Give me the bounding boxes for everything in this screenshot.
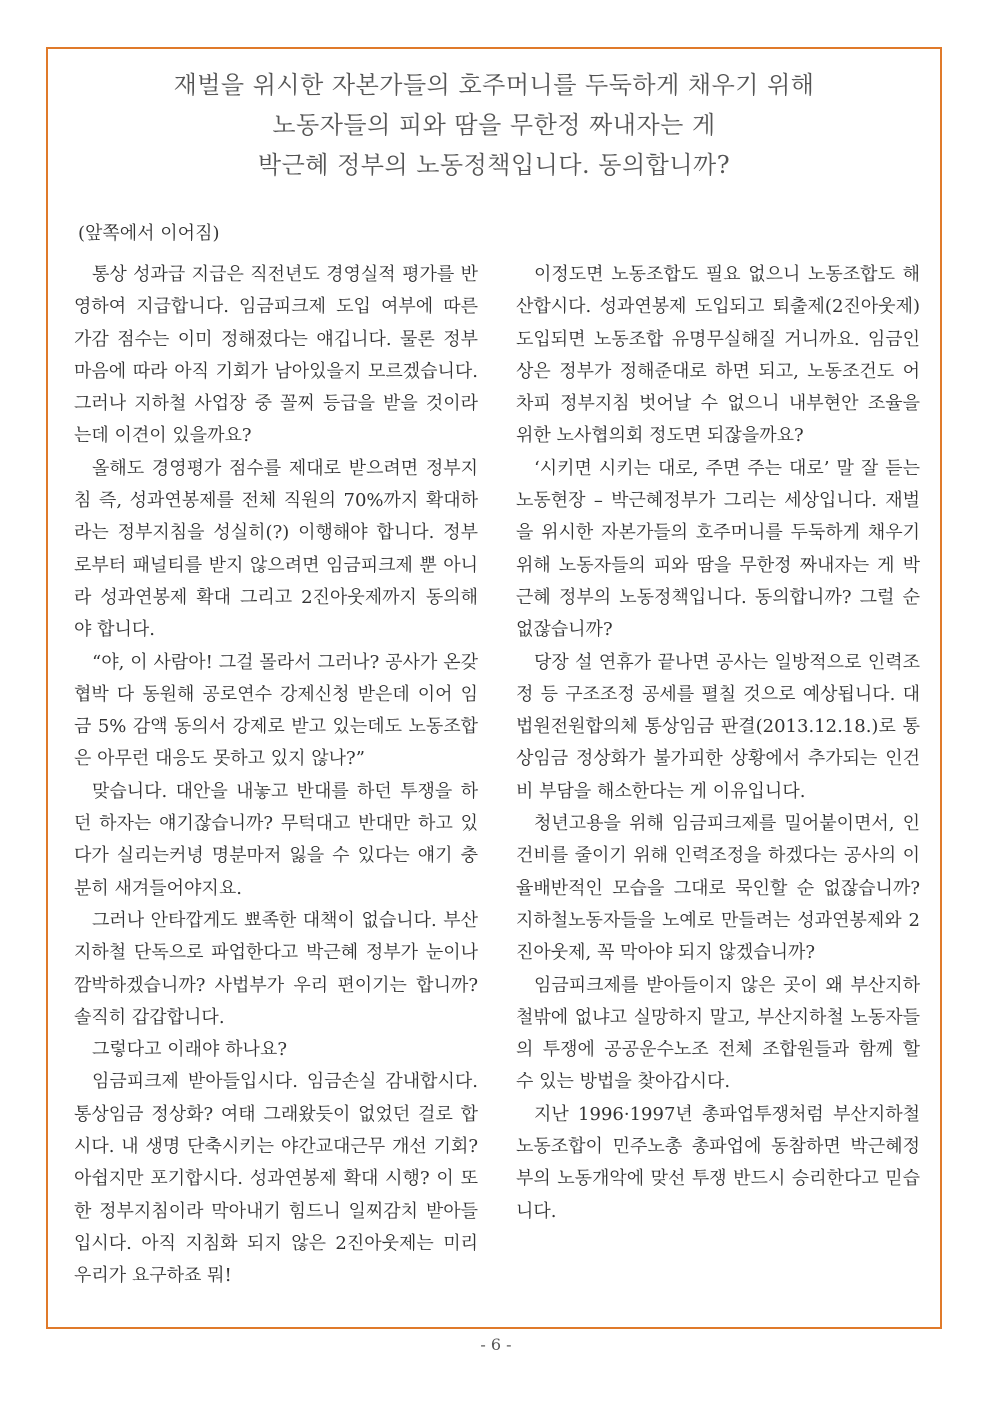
- paragraph: 당장 설 연휴가 끝나면 공사는 일방적으로 인력조정 등 구조조정 공세를 펼칠 것으로 예상됩니다. 대법원전원합의체 통상임금 판결(2013.12.18.)로 통상임금 정상화가 불가피한 상황에서 추가되는 인건비 부담을 해소한다는 게 이유입니다.: [516, 651, 920, 802]
- paragraph: 그렇다고 이래야 하나요?: [92, 1039, 287, 1061]
- page-number: - 6 -: [480, 1335, 512, 1354]
- paragraph: 이정도면 노동조합도 필요 없으니 노동조합도 해산합시다. 성과연봉제 도입되고 퇴출제(2진아웃제) 도입되면 노동조합 유명무실해질 거니까요. 임금인상은 정부가 정해준대로 하면 되고, 노동조건도 어차피 정부지침 벗어날 수 없으니 내부현안 조율을 위한 노사협의회 정도면 되잖을까요?: [516, 264, 920, 447]
- paragraph: 맞습니다. 대안을 내놓고 반대를 하던 투쟁을 하던 하자는 얘기잖습니까? 무턱대고 반대만 하고 있다가 실리는커녕 명분마저 잃을 수 있다는 얘기 충분히 새겨들어야지요.: [74, 780, 478, 899]
- left-column: [74, 259, 478, 1293]
- right-column: [516, 259, 920, 1228]
- paragraph: 통상 성과급 지급은 직전년도 경영실적 평가를 반영하여 지급합니다. 임금피크제 도입 여부에 따른 가감 점수는 이미 정해졌다는 얘깁니다. 물론 정부 마음에 따라 아직 기회가 남아있을지 모르겠습니다. 그러나 지하철 사업장 중 꼴찌 등급을 받을 것이라는데 이견이 있을까요?: [74, 264, 478, 447]
- paragraph: “야, 이 사람아! 그걸 몰라서 그러나? 공사가 온갖 협박 다 동원해 공로연수 강제신청 받은데 이어 임금 5% 감액 동의서 강제로 받고 있는데도 노동조합은 아무런 대응도 못하고 있지 않나?”: [74, 651, 478, 770]
- paragraph: 올해도 경영평가 점수를 제대로 받으려면 정부지침 즉, 성과연봉제를 전체 직원의 70%까지 확대하라는 정부지침을 성실히(?) 이행해야 합니다. 정부로부터 패널티를 받지 않으려면 임금피크제 뿐 아니라 성과연봉제 확대 그리고 2진아웃제까지 동의해야 합니다.: [74, 457, 478, 641]
- headline-line-3: 박근혜 정부의 노동정책입니다. 동의합니까?: [257, 151, 731, 179]
- paragraph: 그러나 안타깝게도 뾰족한 대책이 없습니다. 부산지하철 단독으로 파업한다고 박근혜 정부가 눈이나 깜박하겠습니까? 사법부가 우리 편이기는 합니까? 솔직히 갑갑합니다.: [74, 909, 478, 1028]
- page-frame: [46, 47, 942, 1329]
- paragraph: ‘시키면 시키는 대로, 주면 주는 대로’ 말 잘 듣는 노동현장 – 박근혜정부가 그리는 세상입니다. 재벌을 위시한 자본가들의 호주머니를 두둑하게 채우기 위해 노동자들의 피와 땀을 무한정 짜내자는 게 박근혜 정부의 노동정책입니다. 동의합니까? 그럴 순 없잖습니까?: [516, 457, 920, 641]
- paragraph: 청년고용을 위해 임금피크제를 밀어붙이면서, 인건비를 줄이기 위해 인력조정을 하겠다는 공사의 이율배반적인 모습을 그대로 묵인할 순 없잖습니까? 지하철노동자들을 노예로 만들려는 성과연봉제와 2진아웃제, 꼭 막아야 되지 않겠습니까?: [516, 813, 920, 964]
- continued-note: (앞쪽에서 이어짐): [78, 223, 220, 244]
- paragraph: 임금피크제를 받아들이지 않은 곳이 왜 부산지하철밖에 없냐고 실망하지 말고, 부산지하철 노동자들의 투쟁에 공공운수노조 전체 조합원들과 함께 할 수 있는 방법을 찾아갑시다.: [516, 974, 920, 1093]
- paragraph: 지난 1996·1997년 총파업투쟁처럼 부산지하철노동조합이 민주노총 총파업에 동참하면 박근혜정부의 노동개악에 맞선 투쟁 반드시 승리한다고 믿습니다.: [516, 1103, 920, 1222]
- headline-line-2: 노동자들의 피와 땀을 무한정 짜내자는 게: [272, 111, 716, 139]
- headline: [48, 65, 940, 185]
- paragraph: 임금피크제 받아들입시다. 임금손실 감내합시다. 통상임금 정상화? 여태 그래왔듯이 없었던 걸로 합시다. 내 생명 단축시키는 야간교대근무 개선 기회? 아쉽지만 포기합시다. 성과연봉제 확대 시행? 이 또한 정부지침이라 막아내기 힘드니 일찌감치 받아들입시다. 아직 지침화 되지 않은 2진아웃제는 미리 우리가 요구하죠 뭐!: [74, 1071, 478, 1287]
- headline-line-1: 재벌을 위시한 자본가들의 호주머니를 두둑하게 채우기 위해: [173, 71, 815, 99]
